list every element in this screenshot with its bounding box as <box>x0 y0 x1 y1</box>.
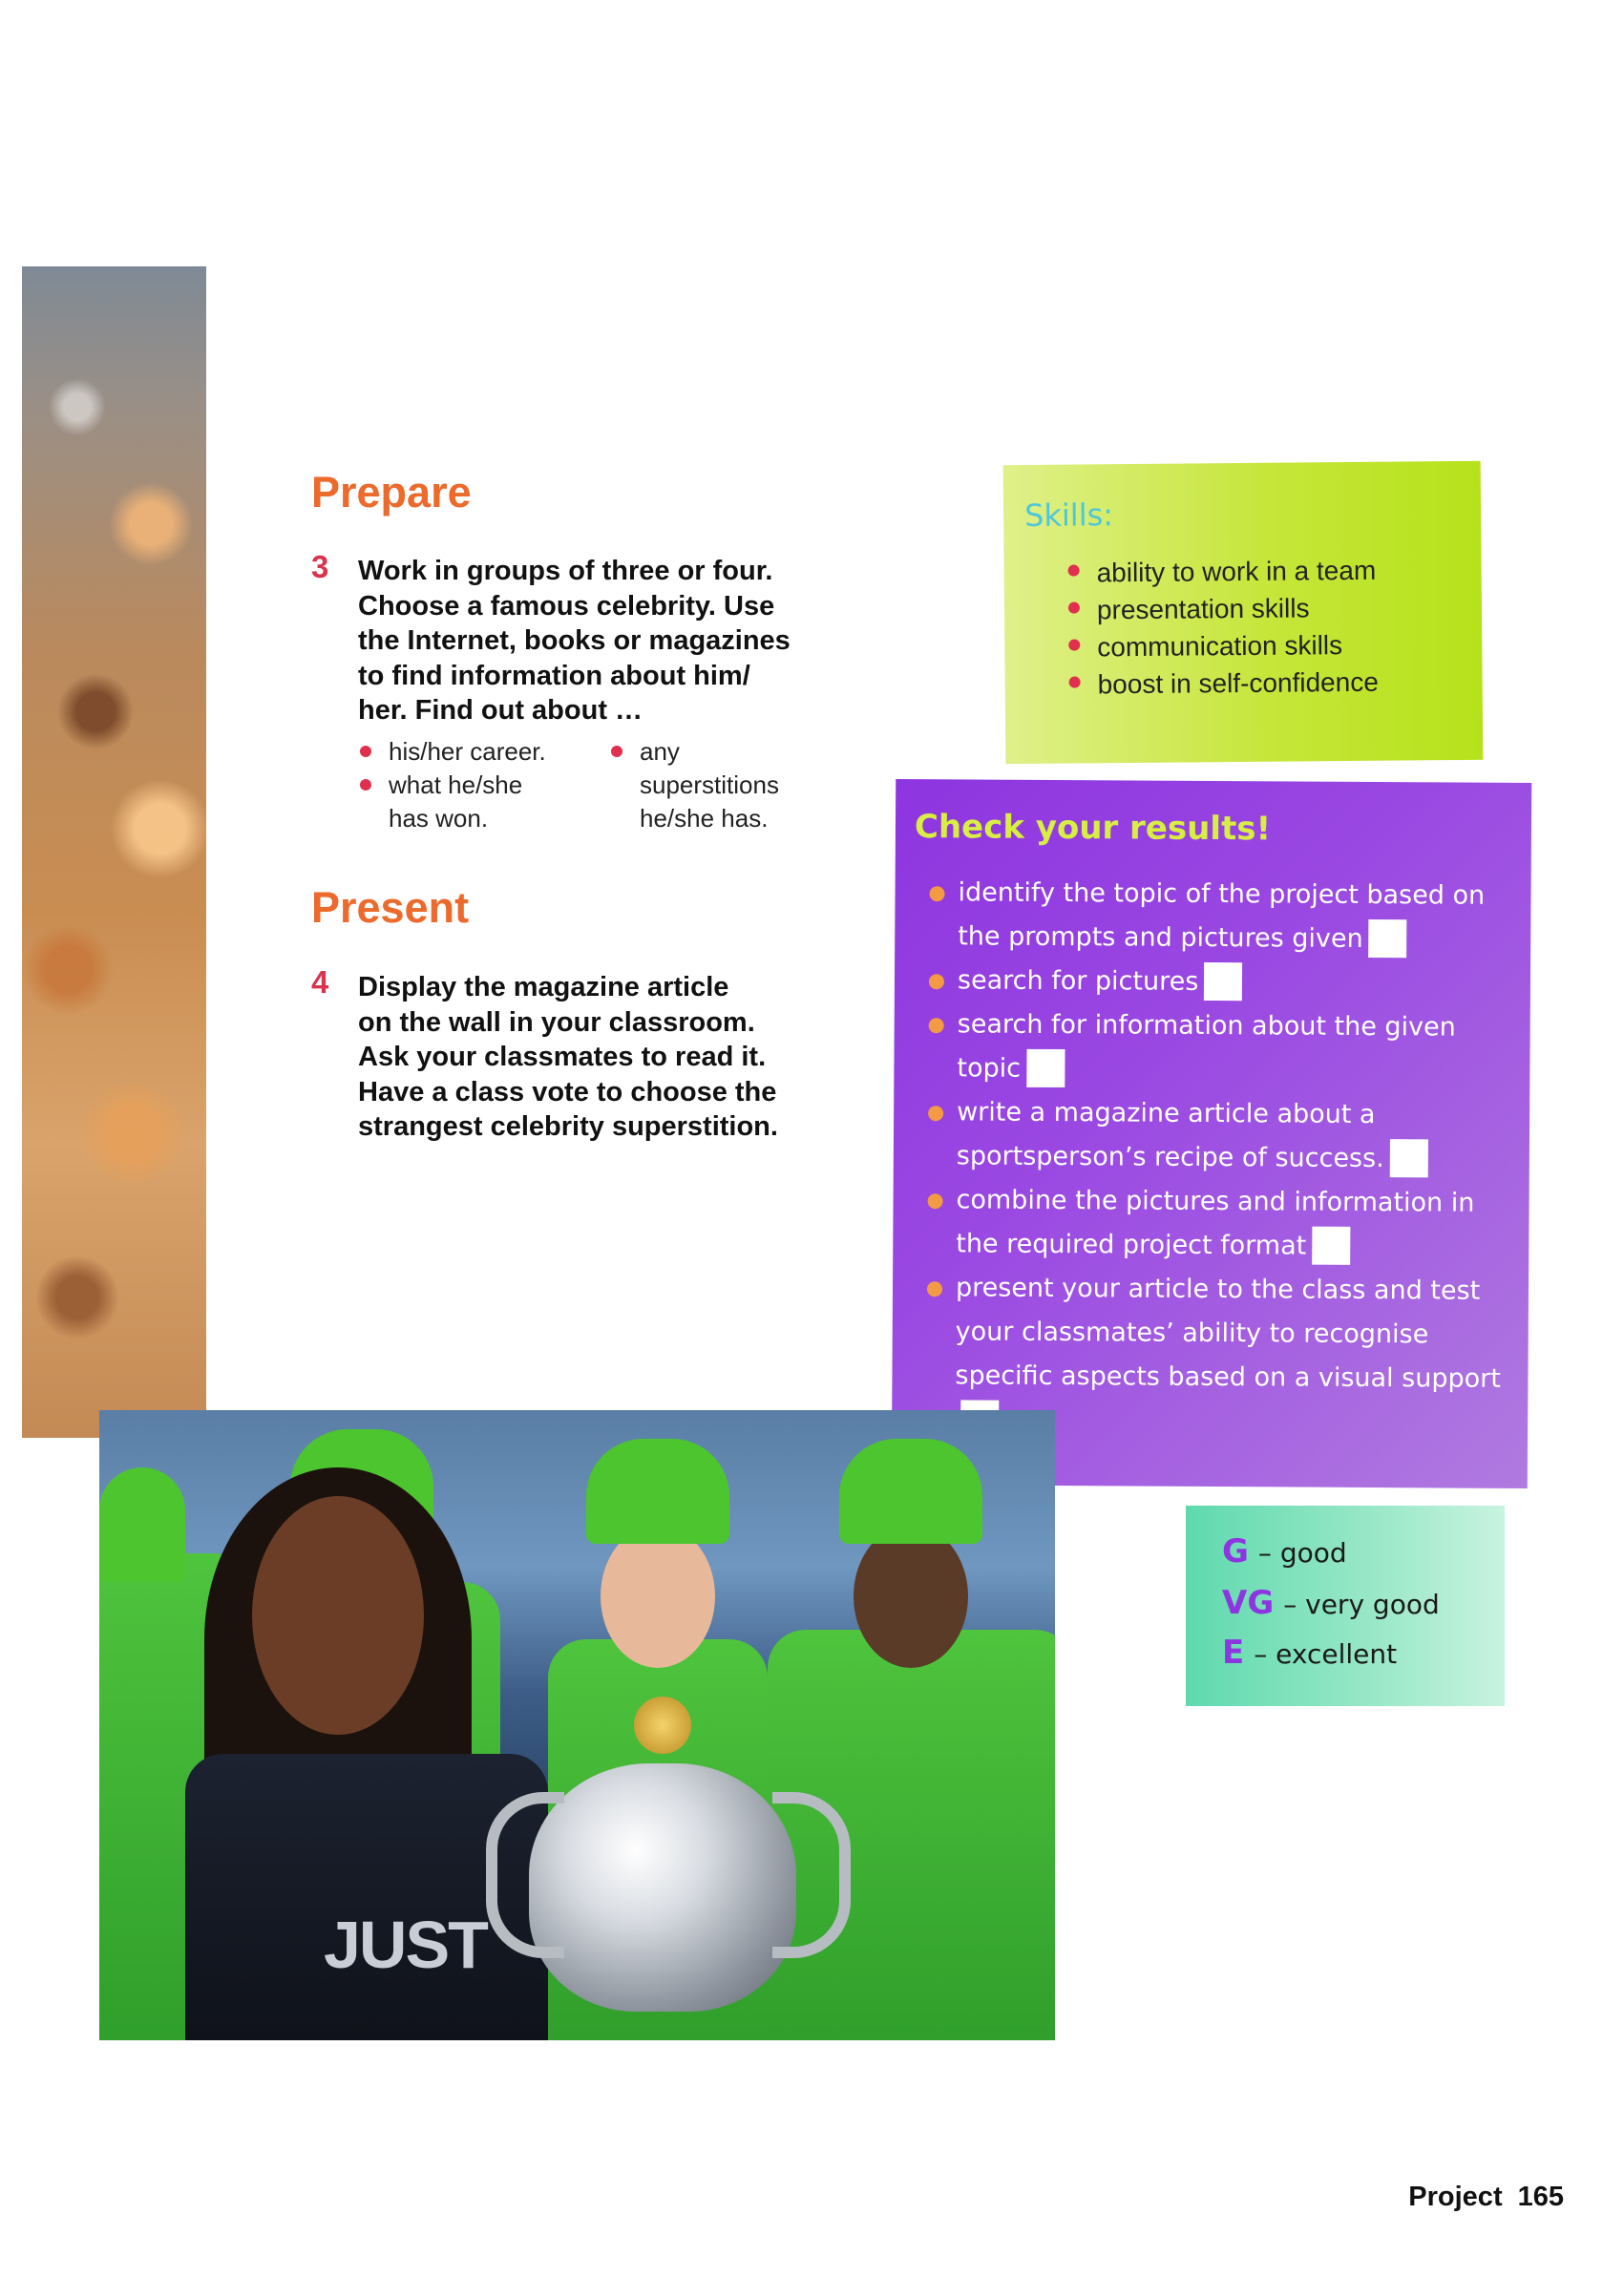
trophy-handle <box>486 1792 564 1958</box>
trophy-handle <box>772 1792 851 1958</box>
checkbox[interactable] <box>1312 1226 1350 1264</box>
instruction-line: to find information about him/ <box>358 660 750 691</box>
instruction-line: Display the magazine article <box>358 972 729 1002</box>
instruction-line: Ask your classmates to read it. <box>358 1042 767 1072</box>
key-label: – good <box>1257 1537 1347 1569</box>
key-letter: VG <box>1222 1584 1275 1622</box>
list-item: any superstitions he/she has. <box>609 735 810 835</box>
item-text: write a magazine article about a sportsperson’s recipe of success. <box>956 1097 1384 1174</box>
item-text: present your article to the class and test your classmates’ ability to recognise specific aspects based on a visual support <box>955 1273 1501 1394</box>
prepare-bullets-right <box>609 735 810 835</box>
checkbox[interactable] <box>1369 919 1407 958</box>
key-letter: G <box>1222 1532 1249 1571</box>
skills-box <box>1003 461 1484 764</box>
face <box>854 1525 968 1668</box>
crowd-photo-strip <box>22 266 206 1438</box>
item-text: combine the pictures and information in the required project format <box>956 1185 1475 1261</box>
list-item <box>958 959 1521 1006</box>
page-number: 165 <box>1517 2182 1564 2212</box>
check-results-box <box>892 779 1532 1488</box>
item-text: identify the topic of the project based on the prompts and pictures given <box>958 877 1486 954</box>
instruction-line: Work in groups of three or four. <box>358 556 773 586</box>
cap <box>839 1439 982 1544</box>
skills-list <box>1065 551 1467 704</box>
checkbox[interactable] <box>1026 1048 1065 1086</box>
grading-key-box <box>1186 1506 1505 1706</box>
key-row <box>1222 1532 1347 1571</box>
list-item: presentation skills <box>1066 588 1467 629</box>
key-label: – excellent <box>1254 1638 1398 1670</box>
list-item: boost in self-confidence <box>1066 663 1467 704</box>
list-item: his/her career. <box>358 735 568 769</box>
cap <box>586 1439 729 1544</box>
skills-title: Skills: <box>1023 496 1114 534</box>
present-heading: Present <box>311 883 470 932</box>
key-row <box>1222 1634 1397 1672</box>
shirt-logo-text: JUST <box>324 1908 487 1982</box>
trophy-finial <box>634 1697 691 1754</box>
task-number-3: 3 <box>311 549 329 584</box>
instruction-line: her. Find out about … <box>358 695 643 726</box>
item-text: search for information about the given topic <box>957 1009 1456 1084</box>
key-letter: E <box>1222 1634 1245 1672</box>
list-item <box>957 1002 1521 1094</box>
checkbox[interactable] <box>1390 1139 1428 1177</box>
list-item: communication skills <box>1066 625 1467 666</box>
present-instruction <box>358 970 854 1145</box>
list-item: ability to work in a team <box>1065 551 1466 592</box>
prepare-instruction <box>358 554 854 728</box>
key-row <box>1222 1584 1440 1622</box>
prepare-bullets-left <box>358 735 568 835</box>
trophy-cup <box>529 1763 796 2012</box>
list-item <box>957 1090 1521 1182</box>
key-label: – very good <box>1283 1589 1440 1620</box>
check-list <box>955 871 1522 1445</box>
instruction-line: the Internet, books or magazines <box>358 625 791 656</box>
instruction-line: strangest celebrity superstition. <box>358 1111 778 1142</box>
prepare-heading: Prepare <box>311 468 472 517</box>
cap <box>99 1467 185 1582</box>
list-item <box>956 1178 1520 1270</box>
check-title: Check your results! <box>914 808 1272 849</box>
face <box>601 1525 715 1668</box>
page-footer <box>1408 2182 1564 2213</box>
item-text: search for pictures <box>957 965 1199 997</box>
task-number-4: 4 <box>311 964 329 1000</box>
tennis-champion-photo <box>99 1410 1055 2040</box>
list-item: what he/she has won. <box>358 769 568 835</box>
checkbox[interactable] <box>1204 961 1242 1000</box>
instruction-line: Choose a famous celebrity. Use <box>358 590 775 622</box>
instruction-line: on the wall in your classroom. <box>358 1006 755 1038</box>
footer-section: Project <box>1408 2182 1503 2212</box>
instruction-line: Have a class vote to choose the <box>358 1076 777 1107</box>
list-item <box>958 871 1522 962</box>
face <box>252 1496 424 1735</box>
